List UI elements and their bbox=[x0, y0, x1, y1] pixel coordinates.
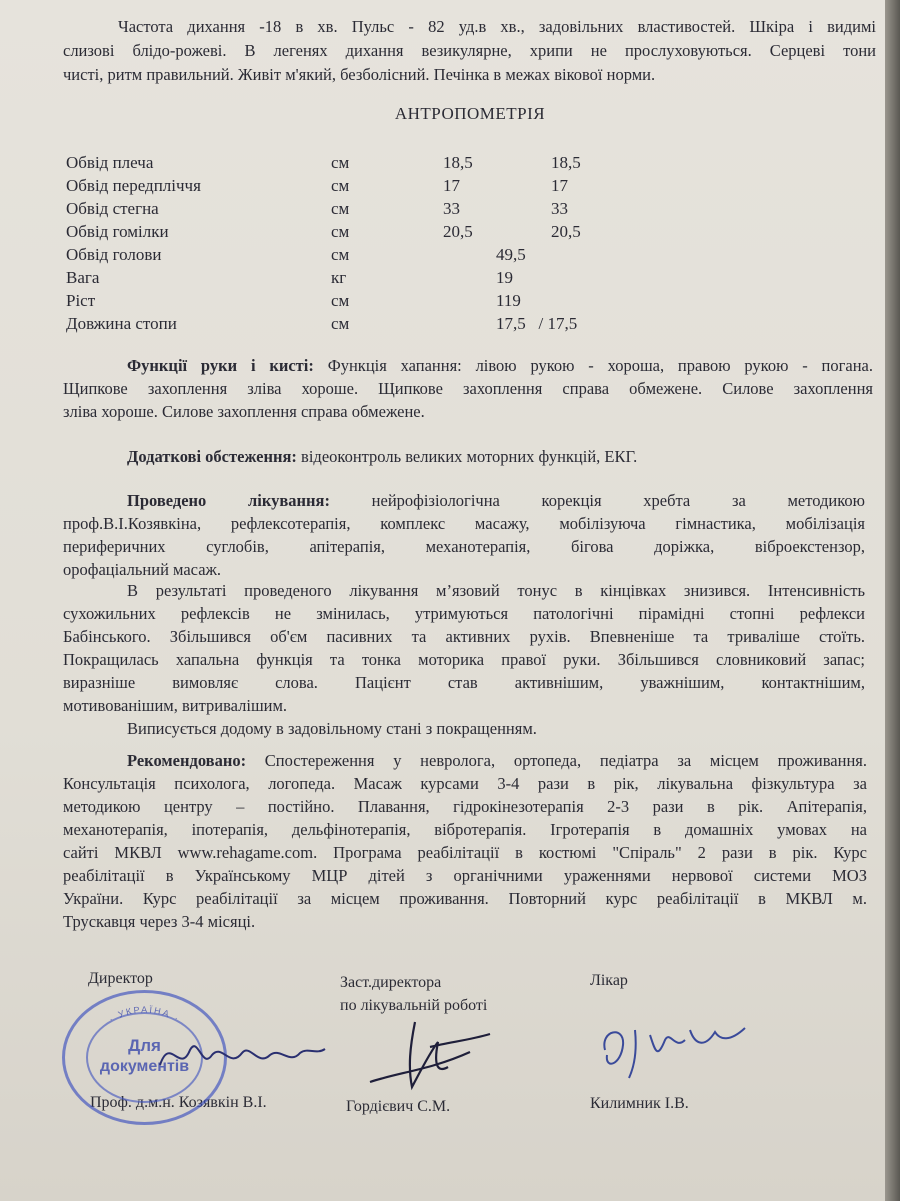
anthro-label: Обвід плеча bbox=[66, 153, 154, 172]
result-line-6: мотивованішим, витривалішим. bbox=[63, 696, 288, 715]
anthro-right-value: 20,5 bbox=[551, 222, 581, 241]
page-edge-shadow bbox=[885, 0, 900, 1201]
anthro-row bbox=[0, 221, 880, 243]
recommend-line-3: методикою центру – постійно. Плавання, гідрокінезотерапія 2-3 рази в рік. Апітерапія, bbox=[63, 797, 867, 816]
anthro-row bbox=[0, 244, 880, 266]
result-line-2: сухожильних рефлексів не змінилась, утримуються патологічні пірамідні стопні рефлекси bbox=[63, 604, 865, 623]
result-line-4: Покращилась хапальна функція та тонка моторика правої руки. Збільшився словниковий запас; bbox=[63, 650, 865, 669]
treatment-line-1 bbox=[127, 490, 865, 512]
svg-text:· УКРАЇНА ·: · УКРАЇНА · bbox=[106, 1004, 183, 1025]
anthro-label: Обвід гомілки bbox=[66, 222, 169, 241]
anthro-row bbox=[0, 267, 880, 289]
anthro-value: 119 bbox=[496, 291, 521, 310]
treatment-line-2: проф.В.І.Козявкіна, рефлексотерапія, комплекс масажу, мобілізуюча гімнастика, мобілізація bbox=[63, 514, 865, 533]
anthro-label: Обвід передпліччя bbox=[66, 176, 201, 195]
director-name: Проф. д.м.н. Козявкін В.І. bbox=[90, 1094, 267, 1111]
result-line-3: Бабінського. Збільшився об'єм пасивних та активних рухів. Впевненіше та триваліше стоїть. bbox=[63, 627, 865, 646]
anthro-unit: см bbox=[331, 176, 350, 195]
recommend-line-4: механотерапія, іпотерапія, дельфінотерапія, вібротерапія. Ігротерапія в домашніх умовах на bbox=[63, 820, 867, 839]
discharge-line: Виписується додому в задовільному стані з покращенням. bbox=[127, 719, 537, 738]
recommend-line-2: Консультація психолога, логопеда. Масаж курсами 3-4 рази в рік, лікувальна фізкультура за bbox=[63, 774, 867, 793]
anthro-unit: см bbox=[331, 222, 350, 241]
result-line-1: В результаті проведеного лікування м’язовий тонус в кінцівках знизився. Інтенсивність bbox=[127, 581, 865, 600]
treatment-line-4: орофаціальний масаж. bbox=[63, 560, 222, 579]
treatment-title: Проведено лікування: bbox=[127, 491, 330, 510]
deputy-name: Гордієвич С.М. bbox=[346, 1098, 451, 1115]
anthro-right-value: 17 bbox=[551, 176, 568, 195]
extra-text: відеоконтроль великих моторних функцій, ЕКГ. bbox=[301, 447, 638, 466]
anthro-value: 19 bbox=[496, 268, 513, 287]
anthro-unit: см bbox=[331, 199, 350, 218]
recommend-line-7: України. Курс реабілітації за місцем проживання. Повторний курс реабілітації в МКВЛ м. bbox=[63, 889, 867, 908]
anthro-unit: см bbox=[331, 291, 350, 310]
treatment-line-3: периферичних суглобів, апітерапія, механотерапія, бігова доріжка, віброекстензор, bbox=[63, 537, 865, 556]
recommend-line-1 bbox=[127, 750, 867, 772]
intro-line-1: Частота дихання -18 в хв. Пульс - 82 уд.в хв., задовільних властивостей. Шкіра і видимі bbox=[118, 17, 876, 36]
recommend-line-8: Трускавця через 3-4 місяці. bbox=[63, 912, 256, 931]
extra-title: Додаткові обстеження: bbox=[127, 447, 297, 466]
anthro-unit: см bbox=[331, 314, 350, 333]
anthro-left-value: 18,5 bbox=[443, 153, 473, 172]
hand-line-3: зліва хороше. Силове захоплення справа обмежене. bbox=[63, 402, 425, 421]
anthro-label: Обвід стегна bbox=[66, 199, 159, 218]
deputy-title-2: по лікувальній роботі bbox=[340, 997, 488, 1014]
anthro-unit: см bbox=[331, 245, 350, 264]
deputy-title-1: Заст.директора bbox=[340, 974, 442, 991]
anthro-row bbox=[0, 198, 880, 220]
treatment-text-1: нейрофізіологічна корекція хребта за методикою bbox=[371, 491, 865, 510]
doctor-title: Лікар bbox=[590, 972, 628, 989]
anthro-value: 49,5 bbox=[496, 245, 526, 264]
intro-line-2: слизові блідо-рожеві. В легенях дихання везикулярне, хрипи не прослуховуються. Серцеві тони bbox=[63, 41, 876, 60]
anthro-label: Ріст bbox=[66, 291, 96, 310]
anthro-left-value: 20,5 bbox=[443, 222, 473, 241]
anthro-unit: см bbox=[331, 153, 350, 172]
result-line-5: виразніше вимовляє слова. Пацієнт став активнішим, уважнішим, контактнішим, bbox=[63, 673, 865, 692]
anthro-label: Обвід голови bbox=[66, 245, 162, 264]
anthro-value: 17,5 / 17,5 bbox=[496, 314, 578, 333]
anthro-row bbox=[0, 152, 880, 174]
doctor-signature bbox=[595, 1010, 765, 1080]
intro-line-3: чисті, ритм правильний. Живіт м'який, безболісний. Печінка в межах вікової норми. bbox=[63, 65, 656, 84]
director-signature bbox=[150, 1025, 330, 1085]
anthro-unit: кг bbox=[331, 268, 347, 287]
anthro-label: Вага bbox=[66, 268, 100, 287]
anthro-row bbox=[0, 175, 880, 197]
anthro-right-value: 33 bbox=[551, 199, 568, 218]
recommend-line-6: реабілітації в Українському МЦР дітей з органічними ураженнями нервової системи МОЗ bbox=[63, 866, 867, 885]
doctor-name: Килимник І.В. bbox=[590, 1095, 689, 1112]
anthro-row bbox=[0, 290, 880, 312]
hand-line-2: Щипкове захоплення зліва хороше. Щипкове захоплення справа обмежене. Силове захоплення bbox=[63, 379, 873, 398]
hand-text-1: Функція хапання: лівою рукою - хороша, правою рукою - погана. bbox=[327, 356, 873, 375]
hand-line-1 bbox=[127, 355, 873, 377]
extra-line bbox=[127, 446, 637, 468]
anthro-label: Довжина стопи bbox=[66, 314, 177, 333]
deputy-signature bbox=[360, 1012, 500, 1097]
recommend-title: Рекомендовано: bbox=[127, 751, 247, 770]
anthro-left-value: 17 bbox=[443, 176, 460, 195]
recommend-text-1: Спостереження у невролога, ортопеда, педіатра за місцем проживання. bbox=[264, 751, 867, 770]
anthro-left-value: 33 bbox=[443, 199, 460, 218]
anthro-right-value: 18,5 bbox=[551, 153, 581, 172]
director-title: Директор bbox=[88, 970, 153, 987]
stamp-line-2: документів bbox=[99, 1058, 190, 1075]
hand-title: Функції руки і кисті: bbox=[127, 356, 314, 375]
anthro-row bbox=[0, 313, 880, 335]
anthropometry-heading: АНТРОПОМЕТРІЯ bbox=[394, 104, 546, 123]
stamp-line-1: Для bbox=[128, 1036, 161, 1055]
recommend-line-5: сайті МКВЛ www.rehagame.com. Програма реабілітації в костюмі "Спіраль" 2 рази в рік. Курс bbox=[63, 843, 867, 862]
